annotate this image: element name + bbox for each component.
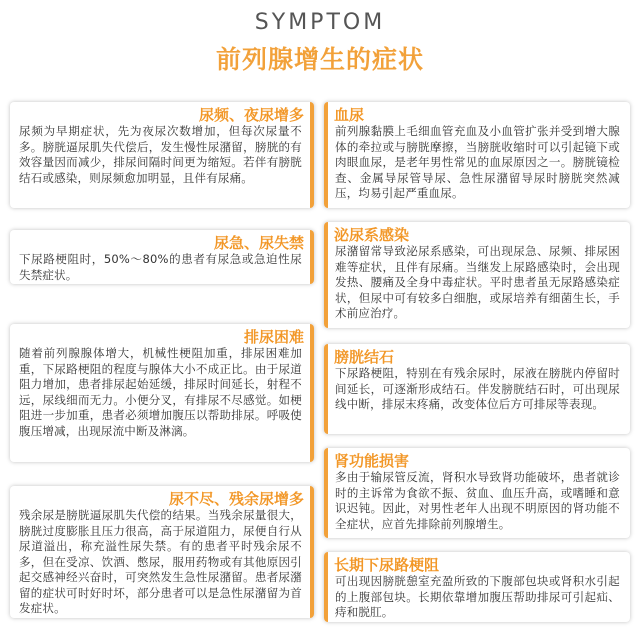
card-body: 下尿路梗阻，特别在有残余尿时，尿液在膀胱内停留时间延长，可逐渐形成结石。伴发膀胱结石时，可出现尿线中断，排尿末疼痛，改变体位后方可排尿等表现。 — [335, 366, 620, 411]
card-body: 残余尿是膀胱逼尿肌失代偿的结果。当残余尿量很大，膀胱过度膨胀且压力很高，高于尿道阻力，尿便自行从尿道溢出，称充溢性尿失禁。有的患者平时残余尿不多，但在受凉、饮酒、憋尿，服用药物或有其他原因引起交感神经兴奋时，可突然发生急性尿潴留。患者尿潴留的症状可时好时坏，部分患者可以是急性尿潴留为首发症状。 — [19, 508, 302, 615]
symptom-card-long-term-obstruction — [324, 552, 630, 622]
card-body: 前列腺黏膜上毛细血管充血及小血管扩张并受到增大腺体的牵拉或与膀胱摩擦，当膀胱收缩时可以引起镜下或肉眼血尿，是老年男性常见的血尿原因之一。膀胱镜检查、金属导尿管导尿、急性尿潴留导尿时膀胱突然减压，均易引起严重血尿。 — [335, 124, 620, 200]
symptom-card-frequency — [10, 102, 314, 208]
symptom-card-uti — [324, 222, 630, 328]
card-title: 尿频、夜尿增多 — [198, 106, 304, 124]
symptom-card-renal-damage — [324, 448, 630, 538]
accent-bar — [324, 552, 328, 622]
card-body: 随着前列腺腺体增大，机械性梗阻加重，排尿困难加重，下尿路梗阻的程度与腺体大小不成正比。由于尿道阻力增加，患者排尿起始延缓，排尿时间延长，射程不远，尿线细而无力。小便分叉，有排尿不尽感觉。如梗阻进一步加重，患者必须增加腹压以帮助排尿。呼吸使腹压增减，出现尿流中断及淋漓。 — [19, 346, 302, 438]
page-title: 前列腺增生的症状 — [215, 45, 424, 74]
card-title: 血尿 — [334, 106, 365, 124]
card-title: 排尿困难 — [243, 328, 304, 346]
card-title: 泌尿系感染 — [334, 226, 410, 244]
card-title: 膀胱结石 — [334, 348, 395, 366]
symptom-card-hematuria — [324, 102, 630, 208]
card-title: 肾功能损害 — [334, 452, 410, 470]
eyebrow-text: SYMPTOM — [254, 10, 386, 35]
card-body: 尿频为早期症状，先为夜尿次数增加，但每次尿量不多。膀胱逼尿肌失代偿后，发生慢性尿潴留，膀胱的有效容量因而减少，排尿间隔时间更为缩短。若伴有膀胱结石或感染，则尿频愈加明显，且伴有尿痛。 — [19, 124, 302, 185]
accent-bar — [310, 230, 314, 284]
accent-bar — [324, 344, 328, 434]
accent-bar — [310, 486, 314, 618]
symptom-card-bladder-stone — [324, 344, 630, 434]
card-body: 可出现因膀胱憩室充盈所致的下腹部包块或肾积水引起的上腹部包块。长期依靠增加腹压帮助排尿可引起疝、痔和脱肛。 — [335, 574, 620, 619]
card-title: 尿不尽、残余尿增多 — [168, 490, 304, 508]
symptom-card-urgency — [10, 230, 314, 284]
card-title: 尿急、尿失禁 — [213, 234, 304, 252]
card-body: 下尿路梗阻时，50%～80%的患者有尿急或急迫性尿失禁症状。 — [19, 252, 302, 282]
accent-bar — [324, 448, 328, 538]
symptom-card-residual-urine — [10, 486, 314, 618]
symptom-card-dysuria — [10, 324, 314, 462]
card-body: 尿潴留常导致泌尿系感染，可出现尿急、尿频、排尿困难等症状，且伴有尿痛。当继发上尿路感染时，会出现发热、腰痛及全身中毒症状。平时患者虽无尿路感染症状，但尿中可有较多白细胞，或尿培养有细菌生长，手术前应治疗。 — [335, 244, 620, 320]
accent-bar — [324, 222, 328, 328]
card-title: 长期下尿路梗阻 — [334, 556, 440, 574]
accent-bar — [310, 102, 314, 208]
accent-bar — [324, 102, 328, 208]
card-body: 多由于输尿管反流，肾积水导致肾功能破坏，患者就诊时的主诉常为食欲不振、贫血、血压升高，或嗜睡和意识迟钝。因此，对男性老年人出现不明原因的肾功能不全症状，应首先排除前列腺增生。 — [335, 470, 620, 531]
accent-bar — [310, 324, 314, 462]
